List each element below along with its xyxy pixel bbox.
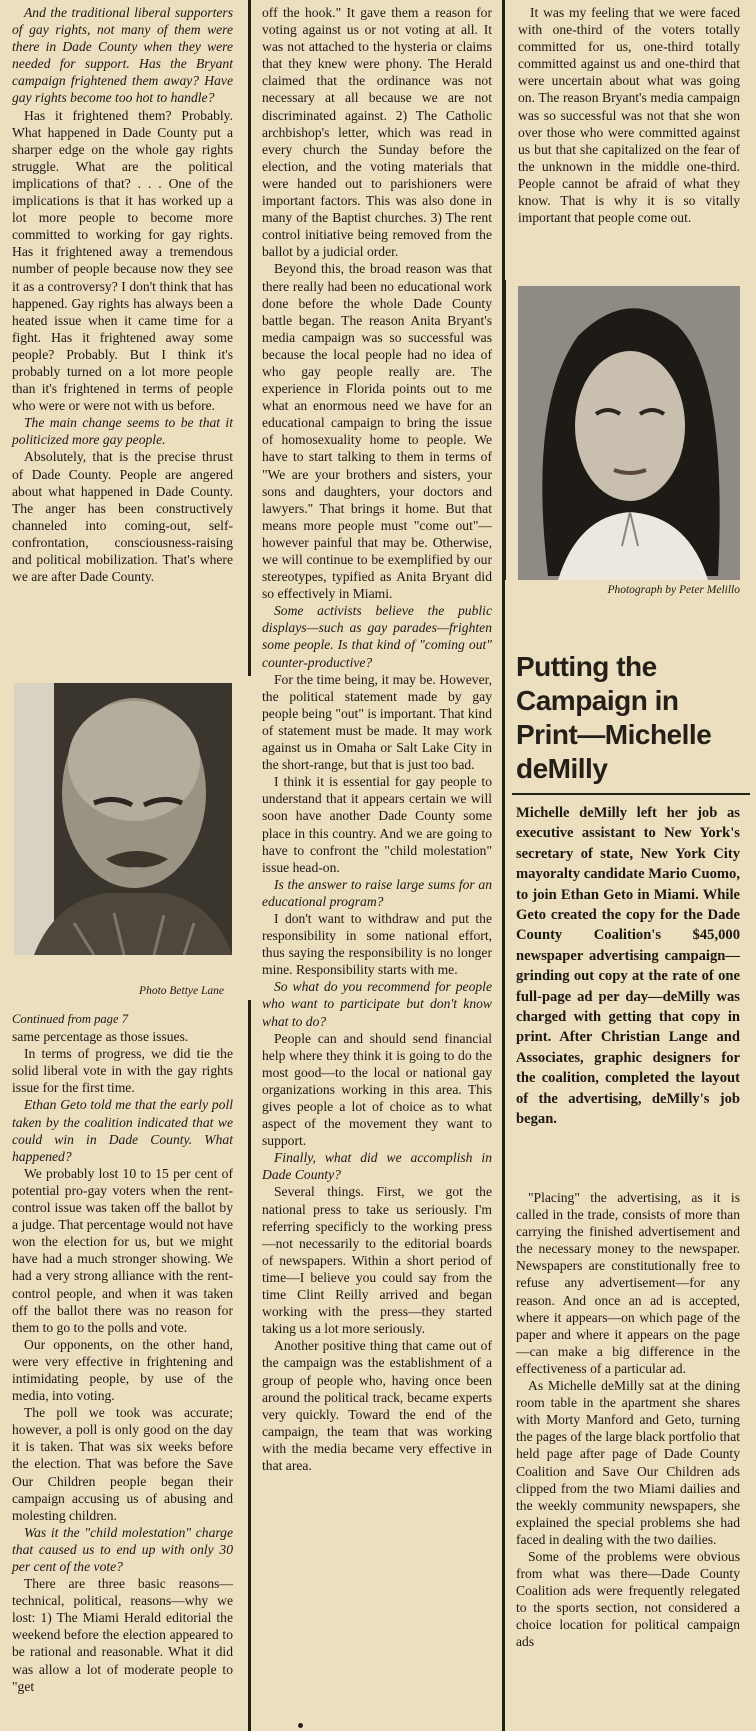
- col3-top-paragraph-0: It was my feeling that we were faced with one-third of the voters totally committed for us, one-third totally committed against us and one-third that were uncertain about what was going on. The reason Bryant's media campaign was so successful was not that she won over those who were committed against us but that she capitalized on the fear of the unknown in the middle one-third. People cannot be afraid of what they know. That is why it is so vitally important that people come out.: [518, 5, 740, 226]
- article-deck: Michelle deMilly left her job as executive assistant to New York's secretary of state, New York City mayoralty candidate Mario Cuomo, to join Ethan Geto in Miami. While Geto created the copy for the Dade County Coalition's $45,000 newspaper advertising campaign—grinding out copy at the rate of one full-page ad per day—deMilly was charged with getting that copy in print. After Christian Lange and Associates, graphic designers for the coalition, completed the layout of the advertising, deMilly's job began.: [516, 805, 740, 1128]
- col1-bottom-paragraph-4: Our opponents, on the other hand, were very effective in frightening and intimidating people, by use of the media, into voting.: [12, 1336, 233, 1404]
- col1-bottom-paragraph-2: Ethan Geto told me that the early poll taken by the coalition indicated that we could win in Dade County. What happened?: [12, 1097, 233, 1164]
- col1-bottom-paragraph-5: The poll we took was accurate; however, a poll is only good on the day it is taken. That was six weeks before the election. That was before the Save Our Children people began their campaign accusing us of abusing and molesting children.: [12, 1405, 233, 1523]
- column-1-bottom: [12, 1007, 233, 1695]
- headline-rule: [512, 793, 750, 795]
- page-dot: [298, 1723, 303, 1728]
- column-2: [262, 4, 492, 1474]
- column-3-top: [518, 4, 740, 226]
- column-3-bottom: [516, 1189, 740, 1651]
- col3-bottom-paragraph-2: Some of the problems were obvious from what was there—Dade County Coalition ads were frequently relegated to the sports section, not considered a choice location for political campaign ads: [516, 1548, 740, 1650]
- portrait-woman-image: [518, 286, 740, 580]
- photo-man-caption: Photo Bettye Lane: [139, 985, 224, 997]
- col2-paragraph-7: So what do you recommend for people who want to participate but don't know what to do?: [262, 979, 492, 1029]
- col2-paragraph-2: Some activists believe the public displays—such as gay parades—frighten some people. Is that kind of "coming out" counter-productive?: [262, 603, 492, 670]
- photo-woman: [518, 286, 740, 580]
- col2-paragraph-5: Is the answer to raise large sums for an educational program?: [262, 876, 492, 909]
- article-headline: Putting the Campaign in Print—Michelle deMilly: [516, 651, 712, 784]
- col2-paragraph-8: People can and should send financial help where they think it is going to do the most good—to the local or national gay organizations working in this area. This gives people a lot of choice as to what aspect of the movement they want to support.: [262, 1030, 492, 1149]
- col3-bottom-paragraph-1: As Michelle deMilly sat at the dining room table in the apartment she shares with Morty Manford and Geto, turning the pages of the large black portfolio that held page after page of Dade County Coalition and Save Our Children ads clipped from the two Miami dailies and the weekly community newspapers, she explained the special problems she had faced in dealing with the two dailies.: [516, 1378, 740, 1547]
- col2-paragraph-6: I don't want to withdraw and put the responsibility in some national effort, thus saying the responsibility is no longer mine. Responsibility starts with me.: [262, 910, 492, 978]
- col2-paragraph-10: Several things. First, we got the national press to take us seriously. I'm referring specificly to the working press—not necessarily to the editorial boards of newspapers. Within a short period of time—I believe you could say from the time Clint Reilly arrived and began working with the press—they started taking us a lot more seriously.: [262, 1184, 492, 1337]
- column-rule-left-lower: [248, 1000, 251, 1731]
- col1-top-paragraph-1: Has it frightened them? Probably. What happened in Dade County put a sharper edge on the whole gay rights struggle. What are the political implications of that? . . . One of the implications is that it has worked up a lot more people to become more committed to working for gay rights. Has it frightened away a tremendous number of people because now they see it as a controversy? I don't think that has happened. Gay rights has always been a heated issue when it came time for a fight. Has it frightened away some people? Probably. But I think it's probably turned on a lot more people than it's frightened in terms of people who were or were not with us before.: [12, 107, 233, 414]
- col1-top-paragraph-0: And the traditional liberal supporters of gay rights, not many of them were there in Dade County when they were needed for support. Has the Bryant campaign frightened them away? Have gay rights become too hot to handle?: [12, 5, 233, 106]
- photo-man: [14, 683, 232, 955]
- col3-bottom-paragraph-0: "Placing" the advertising, as it is called in the trade, consists of more than carrying the finished advertisement and the necessary money to the newspaper. Newspapers are constitutionally free to refuse any advertisement—for any reason. And once an ad is accepted, where it appears—on which page of the paper and where it appears on the page—can make a big difference in the effectiveness of a particular ad.: [516, 1190, 740, 1376]
- col2-paragraph-11: Another positive thing that came out of the campaign was the establishment of a group of people who, having once been around the political track, became experts very quickly. Toward the end of the campaign, the team that was working with the media became very effective in that area.: [262, 1338, 492, 1473]
- col1-top-paragraph-2: The main change seems to be that it politicized more gay people.: [12, 415, 233, 448]
- col2-paragraph-9: Finally, what did we accomplish in Dade County?: [262, 1150, 492, 1183]
- col2-paragraph-1: Beyond this, the broad reason was that there really had been no educational work done before the whole Dade County battle began. The reason Anita Bryant's media campaign was so successful was because the local people had no idea of who gay people really are. The experience in Florida points out to me what an enormous need we have for an educational campaign to bring the issue of homosexuality home to people. We have to start talking to them in terms of "We are your brothers and sisters, your sons and daughters, your doctors and lawyers." That brings it home. But that means more people must "come out"—however painful that may be. Otherwise, we will continue to be exemplified by our stereotypes, typified as Anita Bryant did so effectively in Miami.: [262, 261, 492, 602]
- portrait-man-image: [14, 683, 232, 955]
- col1-bottom-paragraph-3: We probably lost 10 to 15 per cent of potential pro-gay voters when the rent-control issue was taken off the ballot by a judge. That percentage would not have won the election for us, but we might have had a much stronger showing. We had a very strong alliance with the rent-control people, and when it was taken off the ballot there was no reason for them to go to the polls and vote.: [12, 1165, 233, 1335]
- continued-from-label: Continued from page 7: [12, 1012, 129, 1026]
- col1-bottom-paragraph-6: Was it the "child molestation" charge that caused us to end up with only 30 per cent of the vote?: [12, 1524, 233, 1574]
- photo-woman-caption: Photograph by Peter Melillo: [607, 584, 740, 596]
- col2-paragraph-0: off the hook." It gave them a reason for voting against us or not voting at all. It was not attached to the hysteria or claims that they knew were phony. The Herald claimed that the ordinance was not necessary at all because we are not discriminated against. 2) The Catholic archbishop's letter, which was read in every church the Sunday before the election, and the voting materials that were handed out to parishioners were important factors. This was also done in many of the Baptist churches. 3) The rent control initiative being removed from the ballot by a judicial order.: [262, 5, 492, 260]
- photo-woman-rule: [504, 280, 506, 580]
- col2-paragraph-3: For the time being, it may be. However, the political statement made by gay people being "out" is important. That kind of statement must be made. It may work against us in Omaha or Salt Lake City in the short-range, but that is just too bad.: [262, 671, 492, 773]
- column-rule-right: [502, 0, 505, 1731]
- col2-paragraph-4: I think it is essential for gay people to understand that it appears certain we will soon have another Dade County some place in this country. And we are going to have to confront the "child molestation" issue head-on.: [262, 774, 492, 875]
- col1-bottom-paragraph-1: In terms of progress, we did tie the solid liberal vote in with the gay rights issue for the first time.: [12, 1046, 233, 1096]
- col1-top-paragraph-3: Absolutely, that is the precise thrust of Dade County. People are angered about what happened in Dade County. The anger has been constructively channeled into coming-out, self-confrontation, consciousness-raising and political mobilization. That's where we are after Dade County.: [12, 449, 233, 585]
- column-rule-left: [248, 0, 251, 676]
- col1-bottom-paragraph-0: same percentage as those issues.: [12, 1029, 189, 1045]
- col1-bottom-paragraph-7: There are three basic reasons—technical, political, reasons—why we lost: 1) The Miami Herald editorial the weekend before the election appeared to be rational and reasonable. What it did was allow a lot of moderate people to "get: [12, 1576, 233, 1694]
- column-1-top: [12, 4, 233, 585]
